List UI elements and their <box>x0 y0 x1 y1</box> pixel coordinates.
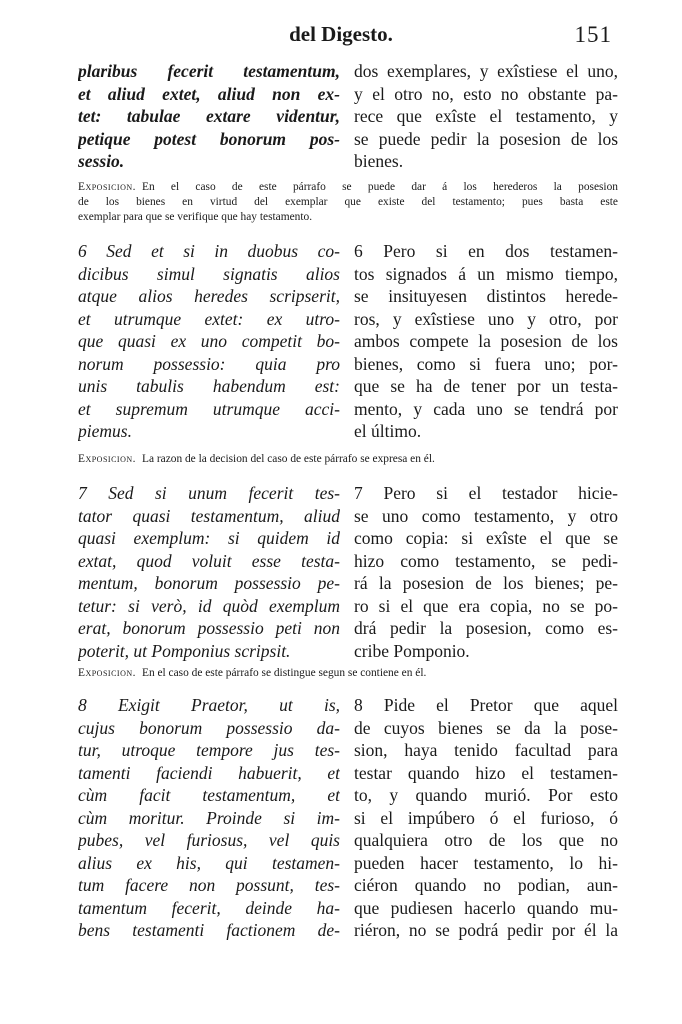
spanish-line: qualquiera otro de los que no <box>354 830 618 850</box>
latin-line: cujus bonorum possessio da- <box>78 717 340 738</box>
spanish-line: bienes. <box>354 151 404 171</box>
spanish-line: se uno como testamento, y otro <box>354 505 618 526</box>
latin-line: plaribus fecerit testamentum, <box>78 61 340 81</box>
latin-line: tamenti faciendi habuerit, et <box>78 762 340 783</box>
latin-line: tamentum fecerit, deinde ha- <box>78 897 340 918</box>
latin-column <box>78 482 340 662</box>
spanish-column <box>354 694 618 942</box>
latin-line: tator quasi testamentum, aliud <box>78 505 340 526</box>
latin-line: et utrumque extet: ex utro- <box>78 308 340 329</box>
latin-line: quasi exemplum: si quidem id <box>78 528 340 548</box>
spanish-line: ambos compete la posesion de los <box>354 331 618 351</box>
page-number: 151 <box>574 22 612 47</box>
spanish-line: dos exemplares, y exîstiese el uno, <box>354 61 618 81</box>
latin-column <box>78 60 340 173</box>
latin-column <box>78 240 340 443</box>
exposicion-text: En el caso de este párrafo se distingue segun se contiene en él. <box>141 667 427 679</box>
latin-line: mentum, bonorum possessio pe- <box>78 573 340 593</box>
spanish-line: 6 Pero si en dos testamen- <box>354 241 618 261</box>
spanish-line: ciéron quando no podian, aun- <box>354 875 618 895</box>
exposicion-text: de los bienes en virtud del exemplar que existe del testamento; pues basta este <box>78 196 618 208</box>
latin-line: norum possessio: quia pro <box>78 353 340 374</box>
latin-line: petique potest bonorum pos- <box>78 128 340 149</box>
exposicion-note <box>78 666 618 681</box>
spanish-line: cribe Pomponio. <box>354 640 470 661</box>
latin-line: unis tabulis habendum est: <box>78 376 340 396</box>
latin-line: atque alios heredes scripserit, <box>78 286 340 306</box>
latin-line: bens testamenti factionem de- <box>78 920 340 940</box>
exposicion-note <box>78 452 618 467</box>
spanish-line: bienes, como si fuera uno; por- <box>354 353 618 374</box>
latin-column <box>78 694 340 942</box>
latin-line: 6 Sed et si in duobus co- <box>78 241 340 261</box>
spanish-line: ro si el que era copia, no se po- <box>354 595 618 616</box>
latin-line: extat, quod voluit esse testa- <box>78 550 340 571</box>
latin-line: cùm facit testamentum, et <box>78 785 340 805</box>
spanish-line: como copia: si exîste el que se <box>354 528 618 548</box>
spanish-line: y el otro no, esto no obstante pa- <box>354 83 618 104</box>
paragraph-6 <box>78 240 618 443</box>
spanish-line: se insituyesen distintos herede- <box>354 286 618 306</box>
latin-line: piemus. <box>78 421 132 441</box>
page-header <box>0 22 682 52</box>
spanish-line: 8 Pide el Pretor que aquel <box>354 695 618 715</box>
paragraph-7 <box>78 482 618 662</box>
exposicion-label: Exposicion. <box>78 453 136 465</box>
latin-line: poterit, ut Pomponius scripsit. <box>78 640 291 661</box>
spanish-line: tos signados á un mismo tiempo, <box>354 263 618 284</box>
latin-line: alius ex his, qui testamen- <box>78 852 340 873</box>
latin-line: que quasi ex uno competit bo- <box>78 331 340 351</box>
exposicion-note <box>78 180 618 225</box>
spanish-line: el último. <box>354 421 422 441</box>
latin-line: pubes, vel furiosus, vel quis <box>78 830 340 850</box>
latin-line: sessio. <box>78 151 125 171</box>
spanish-line: de cuyos bienes se da la pose- <box>354 717 618 738</box>
latin-line: tum facere non possunt, tes- <box>78 875 340 895</box>
latin-line: 7 Sed si unum fecerit tes- <box>78 483 340 503</box>
spanish-line: rá la posesion de los bienes; pe- <box>354 573 618 593</box>
spanish-column <box>354 240 618 443</box>
spanish-line: pueden hacer testamento, lo hi- <box>354 852 618 873</box>
latin-line: dicibus simul signatis alios <box>78 263 340 284</box>
latin-line: cùm moritur. Proinde si im- <box>78 807 340 828</box>
spanish-line: to, y quando murió. Por esto <box>354 785 618 805</box>
paragraph-8 <box>78 694 618 942</box>
latin-line: et supremum utrumque acci- <box>78 398 340 419</box>
spanish-column <box>354 60 618 173</box>
exposicion-text: En el caso de este párrafo se puede dar á los herederos la posesion <box>141 181 618 193</box>
latin-line: tet: tabulae extare videntur, <box>78 106 340 126</box>
exposicion-text: exemplar para que se verifique que hay testamento. <box>78 211 313 223</box>
latin-line: et aliud extet, aliud non ex- <box>78 83 340 104</box>
spanish-line: riéron, no se podrá pedir por él la <box>354 920 618 940</box>
spanish-line: hizo como testamento, se pedi- <box>354 550 618 571</box>
latin-line: 8 Exigit Praetor, ut is, <box>78 695 340 715</box>
spanish-line: que se ha de tener por un testa- <box>354 376 618 396</box>
paragraph-continuation <box>78 60 618 173</box>
spanish-line: se puede pedir la posesion de los <box>354 128 618 149</box>
spanish-line: ros, y exîstiese uno y otro, por <box>354 308 618 329</box>
spanish-line: sion, haya tenido facultad para <box>354 740 618 760</box>
spanish-line: testar quando hizo el testamen- <box>354 762 618 783</box>
spanish-column <box>354 482 618 662</box>
spanish-line: rece que exîste el testamento, y <box>354 106 618 126</box>
spanish-line: si el impúbero ó el furioso, ó <box>354 807 618 828</box>
spanish-line: 7 Pero si el testador hicie- <box>354 483 618 503</box>
exposicion-label: Exposicion. <box>78 667 136 679</box>
running-title: del Digesto. <box>289 22 393 46</box>
exposicion-label: Exposicion. <box>78 181 136 193</box>
latin-line: tur, utroque tempore jus tes- <box>78 740 340 760</box>
latin-line: tetur: si verò, id quòd exemplum <box>78 595 340 616</box>
spanish-line: que pudiesen hacerlo quando mu- <box>354 897 618 918</box>
spanish-line: mento, y cada uno se tendrá por <box>354 398 618 419</box>
exposicion-text: La razon de la decision del caso de este párrafo se expresa en él. <box>141 453 435 465</box>
latin-line: erat, bonorum possessio peti non <box>78 618 340 638</box>
spanish-line: drá pedir la posesion, como es- <box>354 618 618 638</box>
